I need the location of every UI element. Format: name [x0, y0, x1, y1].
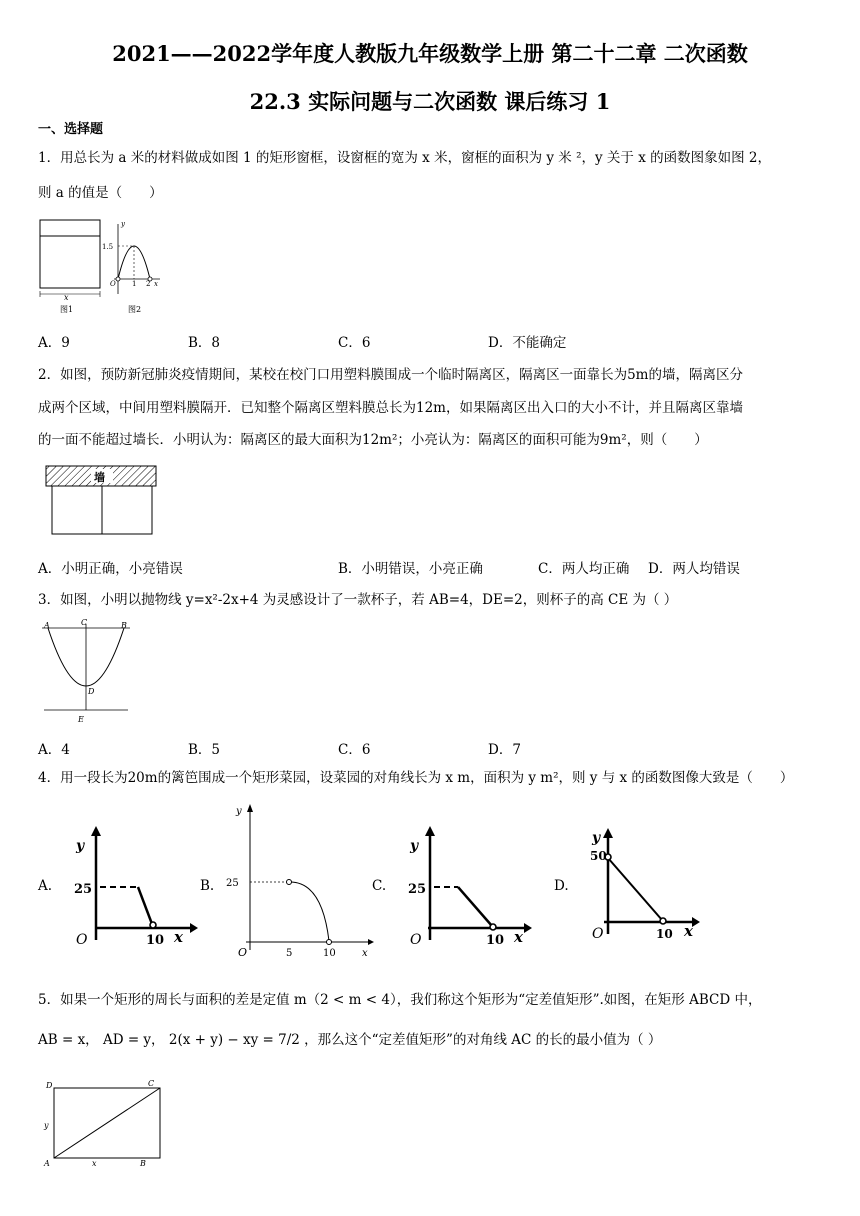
q1-option-c[interactable]: C．6	[338, 335, 371, 351]
q1-text-line2: 则 a 的值是（ ）	[38, 185, 163, 201]
q4c-x-label: x	[514, 928, 523, 946]
q2-text-line3: 的一面不能超过墙长．小明认为：隔离区的最大面积为12m²；小亮认为：隔离区的面积可能为9m²，则（ ）	[38, 432, 708, 448]
q5-point-a: A	[44, 1159, 50, 1168]
q4-graph-b	[222, 800, 382, 966]
q1-fig2-y-label: y	[121, 220, 125, 228]
q5-point-c: C	[148, 1079, 155, 1088]
q3-option-d[interactable]: D．7	[488, 742, 521, 758]
q1-fig2-graph	[102, 220, 160, 314]
q4b-x-tick-10: 10	[323, 948, 336, 959]
q4a-y-label: y	[76, 838, 85, 854]
q4b-x-label: x	[362, 948, 368, 959]
q3-option-a[interactable]: A．4	[38, 742, 70, 758]
q3-point-d: D	[88, 687, 95, 696]
q5-side-y: y	[44, 1121, 49, 1130]
q1-option-a[interactable]: A．9	[38, 335, 70, 351]
q2-text-line1: 2．如图，预防新冠肺炎疫情期间，某校在校门口用塑料膜围成一个临时隔离区，隔离区一面靠长为5m的墙，隔离区分	[38, 367, 743, 383]
q3-point-e: E	[78, 715, 84, 724]
q4a-x-label: x	[174, 928, 183, 946]
q1-fig1-x-label: x	[64, 293, 69, 302]
q4-graph-a-label[interactable]: A.	[38, 878, 53, 894]
q1-fig2-tick-15: 1.5	[102, 243, 114, 251]
q1-fig2-tick-2: 2	[146, 280, 151, 288]
q5-point-d: D	[46, 1081, 53, 1090]
q5-text-line1: 5．如果一个矩形的周长与面积的差是定值 m（2 < m < 4），我们称这个矩形为“定差值矩形”.如图，在矩形 ABCD 中，	[38, 992, 762, 1008]
q4d-y-label: y	[592, 830, 601, 846]
q5-point-b: B	[140, 1159, 146, 1168]
q3-point-c: C	[81, 618, 88, 627]
q2-text-line2: 成两个区域，中间用塑料膜隔开．已知整个隔离区塑料膜总长为12m，如果隔离区出入口的大小不计，并且隔离区靠墙	[38, 400, 743, 416]
q1-fig2-caption: 图2	[128, 305, 142, 314]
q3-point-a: A	[44, 621, 50, 630]
q4d-x-tick: 10	[656, 927, 673, 941]
q2-figure	[44, 464, 160, 538]
q1-option-d[interactable]: D．不能确定	[488, 335, 567, 351]
q5-rectangle-figure	[38, 1076, 168, 1170]
section-heading: 一、选择题	[38, 122, 104, 137]
q1-fig2-x-label: x	[154, 280, 158, 288]
q4b-x-tick-5: 5	[286, 948, 293, 959]
q4c-y-label: y	[410, 838, 419, 854]
q2-option-d[interactable]: D．两人均错误	[648, 561, 740, 577]
q1-figure	[34, 214, 174, 318]
q2-option-c[interactable]: C．两人均正确	[538, 561, 630, 577]
q1-fig1-caption: 图1	[60, 305, 74, 314]
q4d-x-label: x	[684, 922, 693, 940]
q4d-origin: O	[592, 926, 604, 942]
q4-graph-d-label[interactable]: D.	[554, 878, 569, 894]
q3-text-line1: 3．如图，小明以抛物线 y=x²-2x+4 为灵感设计了一款杯子，若 AB=4，DE=2，则杯子的高 CE 为（ ）	[38, 592, 678, 608]
q1-fig2-tick-1: 1	[132, 280, 137, 288]
q4b-y-tick: 25	[226, 878, 239, 889]
q4-graph-c	[396, 820, 536, 948]
q4c-origin: O	[410, 932, 422, 948]
page-title: 2021——2022学年度人教版九年级数学上册 第二十二章 二次函数	[112, 41, 748, 66]
q4b-origin: O	[238, 946, 248, 959]
q4-graph-b-label[interactable]: B.	[200, 878, 215, 894]
q2-option-b[interactable]: B．小明错误，小亮正确	[338, 561, 483, 577]
q1-option-b[interactable]: B．8	[188, 335, 221, 351]
page-subtitle: 22.3 实际问题与二次函数 课后练习 1	[249, 89, 611, 114]
q4d-y-tick: 50	[590, 849, 607, 863]
q3-option-c[interactable]: C．6	[338, 742, 371, 758]
q4-graph-a	[66, 820, 198, 948]
q1-fig1-window	[40, 220, 100, 314]
q4-graph-c-label[interactable]: C.	[372, 878, 387, 894]
q4b-y-label: y	[236, 806, 242, 817]
q4a-y-tick: 25	[74, 882, 93, 897]
q4a-x-tick: 10	[146, 933, 165, 948]
q2-wall-label: 墙	[94, 471, 105, 484]
q3-point-b: B	[121, 621, 127, 630]
q4c-x-tick: 10	[486, 933, 505, 948]
q3-option-b[interactable]: B．5	[188, 742, 221, 758]
q1-fig2-origin: O	[110, 280, 116, 288]
q5-text-line2: AB = x， AD = y， 2(x + y) − xy = 7/2 ，那么这个“定差值矩形”的对角线 AC 的长的最小值为（ ）	[38, 1032, 662, 1048]
q4c-y-tick: 25	[408, 882, 427, 897]
q2-option-a[interactable]: A．小明正确，小亮错误	[38, 561, 183, 577]
q1-text-line1: 1．用总长为 a 米的材料做成如图 1 的矩形窗框，设窗框的宽为 x 米，窗框的面积为 y 米 ²，y 关于 x 的函数图象如图 2，	[38, 150, 771, 166]
q4-text-line1: 4．用一段长为20m的篱笆围成一个矩形菜园，设菜园的对角线长为 x m，面积为 y m²，则 y 与 x 的函数图像大致是（ ）	[38, 770, 794, 786]
q4-graph-d	[578, 822, 708, 944]
q5-side-x: x	[92, 1159, 97, 1168]
q3-cup-figure	[36, 616, 136, 728]
q4a-origin: O	[76, 932, 88, 948]
